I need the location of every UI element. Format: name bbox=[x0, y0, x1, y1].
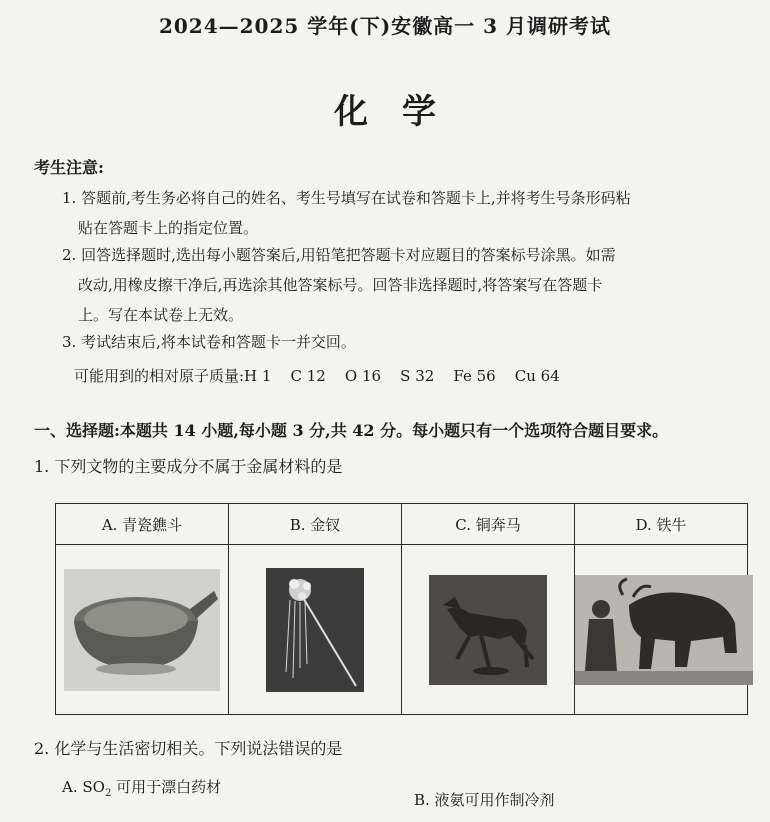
exam-header-title: 2024—2025 学年(下)安徽高一 3 月调研考试 bbox=[158, 14, 612, 38]
subject-title: 化学 bbox=[334, 92, 470, 132]
question-2-option-a-subscript: 2 bbox=[104, 788, 112, 799]
question-1-stem: 1. 下列文物的主要成分不属于金属材料的是 bbox=[34, 457, 343, 476]
notice-item-3: 3. 考试结束后,将本试卷和答题卡一并交回。 bbox=[62, 333, 356, 351]
option-b-label: B. 金钗 bbox=[229, 504, 402, 545]
option-b-photo-cell bbox=[229, 545, 402, 715]
notice-item-2 bbox=[62, 240, 752, 330]
notice-item-2-line-1: 2. 回答选择题时,选出每小题答案后,用铅笔把答题卡对应题目的答案标号涂黑。如需 bbox=[62, 246, 616, 264]
option-c-photo-cell bbox=[402, 545, 575, 715]
section-1-heading: 一、选择题:本题共 14 小题,每小题 3 分,共 42 分。每小题只有一个选项符合题目要求。 bbox=[34, 421, 669, 440]
celadon-vessel-photo bbox=[64, 569, 220, 691]
question-2-option-a bbox=[62, 776, 221, 799]
notice-item-2-line-2: 改动,用橡皮擦干净后,再选涂其他答案标号。回答非选择题时,将答案写在答题卡 bbox=[78, 276, 603, 294]
notice-item-1 bbox=[62, 183, 752, 243]
atomic-masses: 可能用到的相对原子质量:H 1 C 12 O 16 S 32 Fe 56 Cu 64 bbox=[74, 367, 560, 385]
option-d-label: D. 铁牛 bbox=[575, 504, 748, 545]
notice-item-2-line-3: 上。写在本试卷上无效。 bbox=[78, 306, 244, 324]
question-2-option-a-suffix: 可用于漂白药材 bbox=[111, 778, 222, 796]
notice-item-1-line-2: 贴在答题卡上的指定位置。 bbox=[78, 219, 259, 237]
option-a-photo-cell bbox=[56, 545, 229, 715]
question-2-option-b: B. 液氨可用作制冷剂 bbox=[414, 791, 555, 809]
iron-ox-photo bbox=[575, 575, 753, 685]
question-1-options-table bbox=[55, 503, 748, 715]
gold-hairpin-photo bbox=[266, 568, 364, 692]
bronze-galloping-horse-photo bbox=[429, 575, 547, 685]
question-2-stem: 2. 化学与生活密切相关。下列说法错误的是 bbox=[34, 739, 343, 758]
notice-title: 考生注意: bbox=[34, 158, 104, 177]
notice-item-1-line-1: 1. 答题前,考生务必将自己的姓名、考生号填写在试卷和答题卡上,并将考生号条形码粘 bbox=[62, 189, 631, 207]
option-c-label: C. 铜奔马 bbox=[402, 504, 575, 545]
question-2-option-a-prefix: A. SO bbox=[62, 778, 105, 796]
option-d-photo-cell bbox=[575, 545, 748, 715]
option-a-label: A. 青瓷鐎斗 bbox=[56, 504, 229, 545]
